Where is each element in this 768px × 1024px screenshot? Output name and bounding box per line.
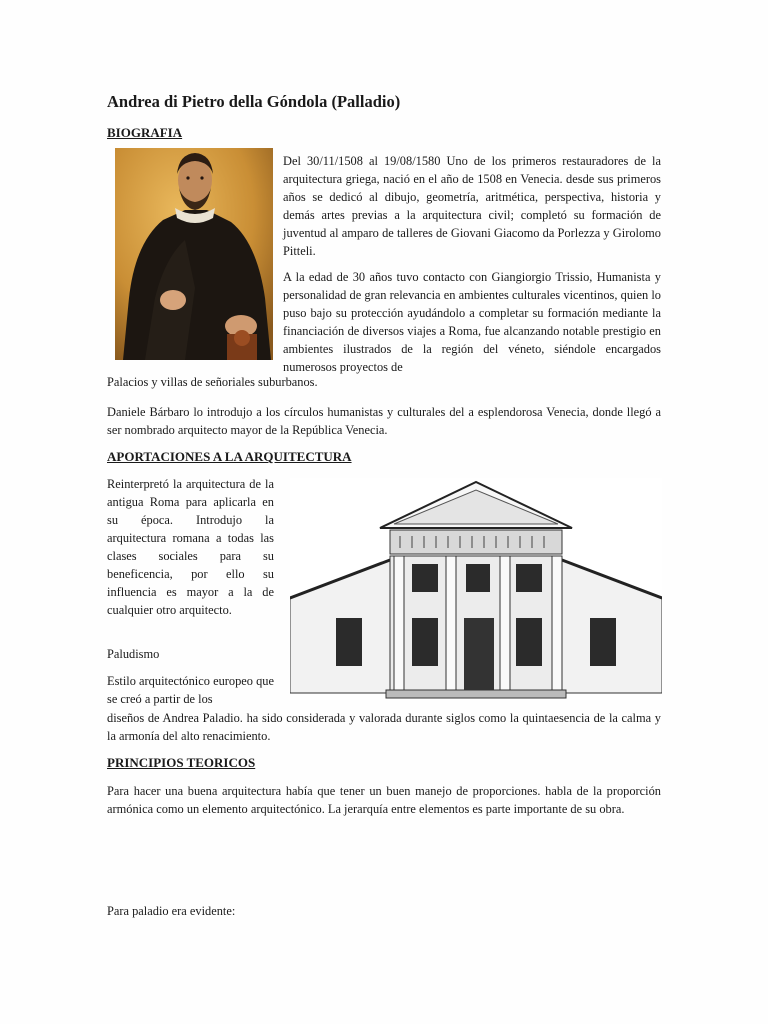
heading-principios: PRINCIPIOS TEORICOS	[107, 755, 256, 770]
portrait-image	[115, 148, 273, 360]
biografia-paragraph-2-continued: Palacios y villas de señoriales suburbanos.	[107, 375, 318, 389]
villa-engraving-image	[290, 478, 662, 700]
aportaciones-paragraph-3: Estilo arquitectónico europeo que se creó a partir de los	[107, 674, 274, 706]
aportaciones-paragraph-2: Paludismo	[107, 647, 160, 661]
heading-biografia: BIOGRAFIA	[107, 125, 183, 140]
page-title: Andrea di Pietro della Góndola (Palladio)	[107, 92, 401, 111]
biografia-paragraph-2: A la edad de 30 años tuvo contacto con Giangiorgio Trissio, Humanista y personalidad de gran relevancia en ambientes culturales vicentinos, quien lo puso bajo su protección ayudándolo a completar su formación mediante la financiación de diversos viajes a Roma, fue alcanzando notable prestigio en ambientes ilustrados de la región del véneto, siéndole encargados numerosos proyectos de	[283, 270, 661, 374]
biografia-paragraph-3: Daniele Bárbaro lo introdujo a los círculos humanistas y culturales del a esplendorosa Venecia, donde llegó a ser nombrado arquitecto mayor de la República Venecia.	[107, 405, 661, 437]
principios-paragraph-1: Para hacer una buena arquitectura había que tener un buen manejo de proporciones. habla de la proporción armónica como un elemento arquitectónico. La jerarquía entre elementos es parte importante de su obra.	[107, 784, 661, 816]
biografia-paragraph-1: Del 30/11/1508 al 19/08/1580 Uno de los primeros restauradores de la arquitectura griega, nació en el año de 1508 en Venecia. desde sus primeros años se dedicó al dibujo, geometría, aritmética, perspectiva, historia y demás artes previas a la arquitectura civil; completó su formación de juventud al amparo de talleres de Giovani Giacomo da Porlezza y Girolomo Pitteli.	[283, 154, 661, 258]
heading-aportaciones: APORTACIONES A LA ARQUITECTURA	[107, 449, 352, 464]
aportaciones-paragraph-1: Reinterpretó la arquitectura de la antigua Roma para aplicarla en su época. Introdujo la arquitectura romana a todas las clases sociales para su beneficencia, por ello su influencia es mayor a la de cualquier otro arquitecto.	[107, 477, 274, 617]
principios-paragraph-2: Para paladio era evidente:	[107, 904, 236, 918]
aportaciones-paragraph-3-continued: diseños de Andrea Paladio. ha sido considerada y valorada durante siglos como la quintaesencia de la calma y la armonía del alto renacimiento.	[107, 711, 661, 743]
